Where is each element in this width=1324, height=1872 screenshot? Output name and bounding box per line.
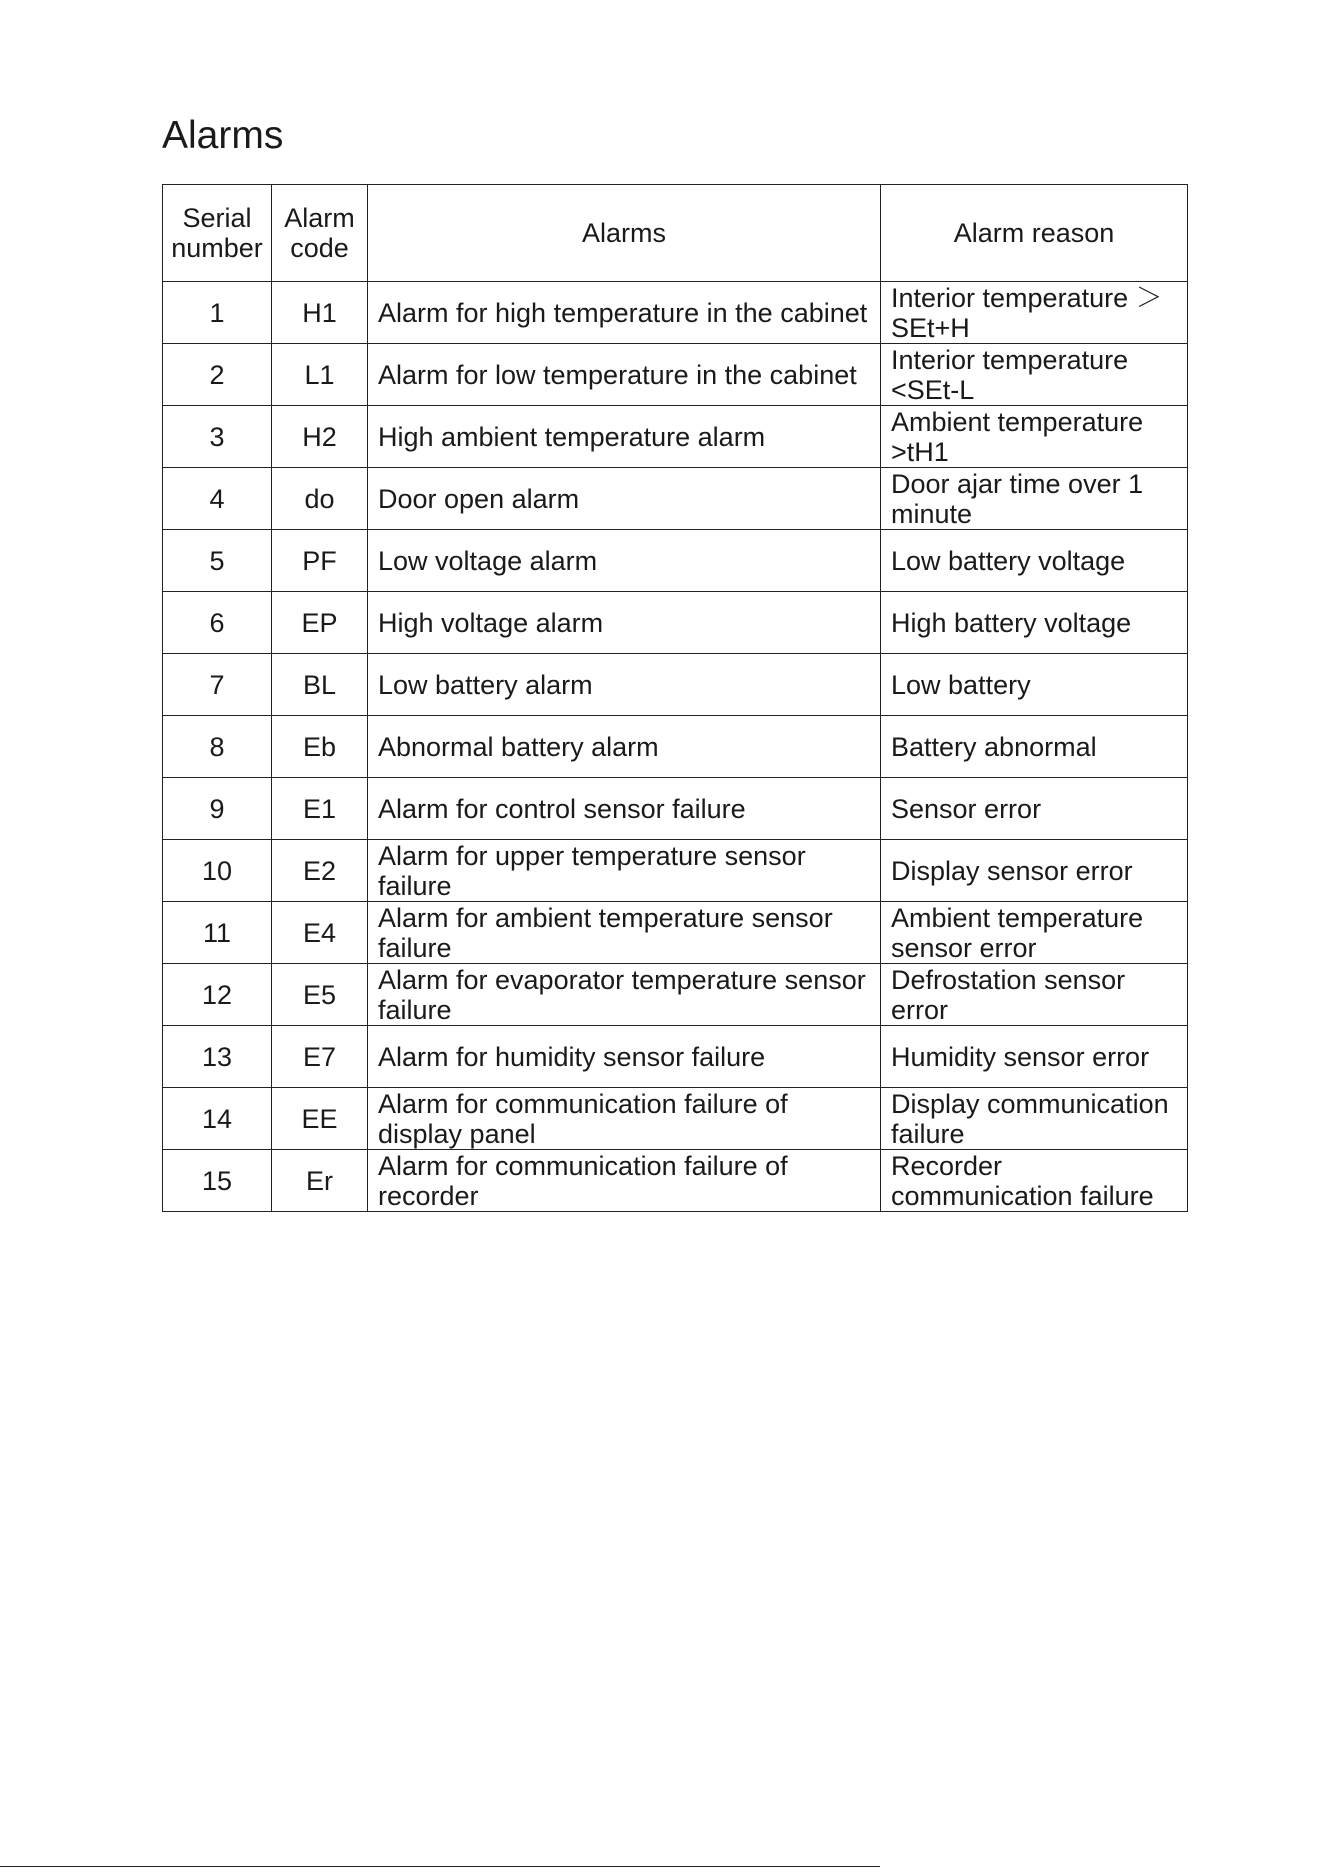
alarm-description-cell: Alarm for control sensor failure xyxy=(368,778,881,840)
alarm-code-cell: Eb xyxy=(272,716,368,778)
alarm-description-cell: High voltage alarm xyxy=(368,592,881,654)
serial-number-cell: 4 xyxy=(163,468,272,530)
serial-number-cell: 11 xyxy=(163,902,272,964)
alarm-code-cell: H2 xyxy=(272,406,368,468)
serial-number-cell: 12 xyxy=(163,964,272,1026)
serial-number-cell: 10 xyxy=(163,840,272,902)
alarm-code-cell: BL xyxy=(272,654,368,716)
footer-divider xyxy=(0,1866,880,1867)
alarm-table xyxy=(162,184,1188,1212)
serial-number-cell: 3 xyxy=(163,406,272,468)
alarm-reason-cell: Recorder communication failure xyxy=(881,1150,1188,1212)
alarm-reason-cell: Interior temperature ＞SEt+H xyxy=(881,282,1188,344)
table-row xyxy=(163,406,1188,468)
table-row xyxy=(163,964,1188,1026)
alarm-code-cell: L1 xyxy=(272,344,368,406)
alarm-code-cell: E2 xyxy=(272,840,368,902)
alarm-reason-cell: Ambient temperature >tH1 xyxy=(881,406,1188,468)
table-row xyxy=(163,1026,1188,1088)
alarm-code-cell: Er xyxy=(272,1150,368,1212)
alarm-reason-cell: Low battery xyxy=(881,654,1188,716)
alarm-reason-cell: Interior temperature <SEt-L xyxy=(881,344,1188,406)
serial-number-cell: 9 xyxy=(163,778,272,840)
alarm-reason-cell: Display communication failure xyxy=(881,1088,1188,1150)
serial-number-cell: 15 xyxy=(163,1150,272,1212)
serial-number-cell: 1 xyxy=(163,282,272,344)
table-row xyxy=(163,1150,1188,1212)
alarm-code-cell: EP xyxy=(272,592,368,654)
alarm-code-cell: E4 xyxy=(272,902,368,964)
alarm-description-cell: Alarm for high temperature in the cabinet xyxy=(368,282,881,344)
table-row xyxy=(163,282,1188,344)
alarm-reason-cell: Door ajar time over 1 minute xyxy=(881,468,1188,530)
header-alarm-code: Alarm code xyxy=(272,185,368,282)
serial-number-cell: 2 xyxy=(163,344,272,406)
table-row xyxy=(163,344,1188,406)
alarm-reason-cell: Ambient temperature sensor error xyxy=(881,902,1188,964)
header-row xyxy=(163,185,1188,282)
alarm-reason-cell: Battery abnormal xyxy=(881,716,1188,778)
alarm-reason-cell: Display sensor error xyxy=(881,840,1188,902)
serial-number-cell: 14 xyxy=(163,1088,272,1150)
table-row xyxy=(163,902,1188,964)
alarm-description-cell: Alarm for upper temperature sensor failure xyxy=(368,840,881,902)
table-header xyxy=(163,185,1188,282)
serial-number-cell: 6 xyxy=(163,592,272,654)
alarm-reason-cell: High battery voltage xyxy=(881,592,1188,654)
alarm-reason-cell: Humidity sensor error xyxy=(881,1026,1188,1088)
serial-number-cell: 5 xyxy=(163,530,272,592)
alarm-description-cell: Alarm for communication failure of recorder xyxy=(368,1150,881,1212)
table-row xyxy=(163,1088,1188,1150)
table-row xyxy=(163,468,1188,530)
alarm-reason-cell: Sensor error xyxy=(881,778,1188,840)
header-alarms: Alarms xyxy=(368,185,881,282)
header-alarm-reason: Alarm reason xyxy=(881,185,1188,282)
alarm-description-cell: Low voltage alarm xyxy=(368,530,881,592)
alarm-description-cell: Door open alarm xyxy=(368,468,881,530)
alarm-reason-cell: Low battery voltage xyxy=(881,530,1188,592)
serial-number-cell: 8 xyxy=(163,716,272,778)
alarm-code-cell: H1 xyxy=(272,282,368,344)
page-title: Alarms xyxy=(162,114,284,157)
alarm-description-cell: Alarm for low temperature in the cabinet xyxy=(368,344,881,406)
table-row xyxy=(163,654,1188,716)
alarm-description-cell: Alarm for communication failure of display panel xyxy=(368,1088,881,1150)
table-body xyxy=(163,282,1188,1212)
alarm-description-cell: High ambient temperature alarm xyxy=(368,406,881,468)
alarm-code-cell: do xyxy=(272,468,368,530)
alarm-description-cell: Alarm for ambient temperature sensor failure xyxy=(368,902,881,964)
table-row xyxy=(163,530,1188,592)
alarm-reason-cell: Defrostation sensor error xyxy=(881,964,1188,1026)
alarm-description-cell: Low battery alarm xyxy=(368,654,881,716)
table-row xyxy=(163,592,1188,654)
serial-number-cell: 7 xyxy=(163,654,272,716)
alarm-description-cell: Abnormal battery alarm xyxy=(368,716,881,778)
table-row xyxy=(163,716,1188,778)
table-row xyxy=(163,778,1188,840)
table-row xyxy=(163,840,1188,902)
alarm-description-cell: Alarm for humidity sensor failure xyxy=(368,1026,881,1088)
alarm-code-cell: E7 xyxy=(272,1026,368,1088)
header-serial-number: Serial number xyxy=(163,185,272,282)
alarm-code-cell: EE xyxy=(272,1088,368,1150)
alarm-code-cell: E1 xyxy=(272,778,368,840)
alarm-code-cell: E5 xyxy=(272,964,368,1026)
alarm-description-cell: Alarm for evaporator temperature sensor failure xyxy=(368,964,881,1026)
alarm-code-cell: PF xyxy=(272,530,368,592)
serial-number-cell: 13 xyxy=(163,1026,272,1088)
